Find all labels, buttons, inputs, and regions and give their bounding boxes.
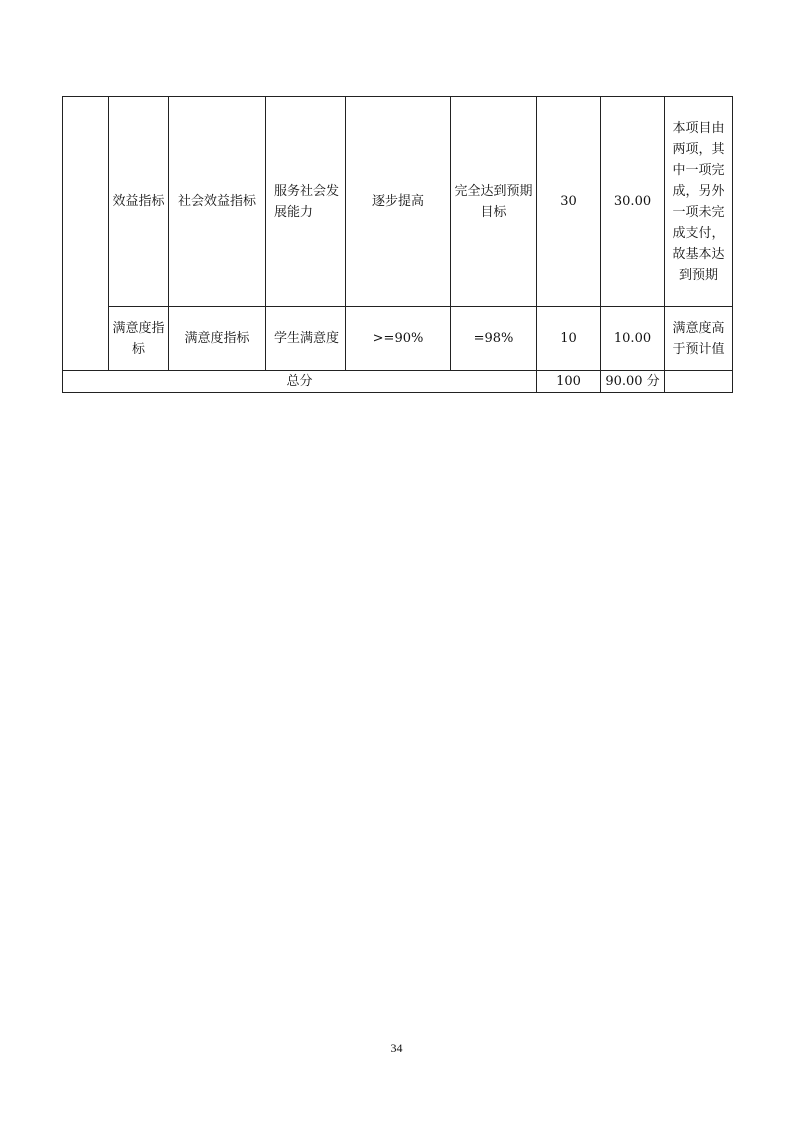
total-weight-cell: 100: [537, 371, 601, 393]
performance-score-table: [62, 96, 733, 393]
total-remark-cell: [665, 371, 733, 393]
table-row-benefit: [63, 97, 733, 307]
total-label-cell: 总分: [63, 371, 537, 393]
table-row-total: [63, 371, 733, 393]
tertiary-indicator-cell: 满意度指标: [169, 307, 266, 371]
primary-indicator-cell: [63, 97, 109, 371]
target-value-cell: 逐步提高: [346, 97, 451, 307]
remark-cell: 满意度高于预计值: [665, 307, 733, 371]
total-score-cell: 90.00 分: [601, 371, 665, 393]
tertiary-indicator-cell: 社会效益指标: [169, 97, 266, 307]
target-value-cell: >=90%: [346, 307, 451, 371]
score-cell: 10.00: [601, 307, 665, 371]
page-number: 34: [390, 1041, 403, 1055]
secondary-indicator-cell: 效益指标: [109, 97, 169, 307]
table-row-satisfaction: [63, 307, 733, 371]
actual-value-cell: 完全达到预期目标: [451, 97, 537, 307]
indicator-item-cell: 服务社会发展能力: [266, 97, 346, 307]
indicator-item-cell: 学生满意度: [266, 307, 346, 371]
remark-cell: 本项目由两项，其中一项完成，另外一项未完成支付，故基本达到预期: [665, 97, 733, 307]
weight-cell: 10: [537, 307, 601, 371]
weight-cell: 30: [537, 97, 601, 307]
actual-value-cell: =98%: [451, 307, 537, 371]
score-cell: 30.00: [601, 97, 665, 307]
secondary-indicator-cell: 满意度指标: [109, 307, 169, 371]
